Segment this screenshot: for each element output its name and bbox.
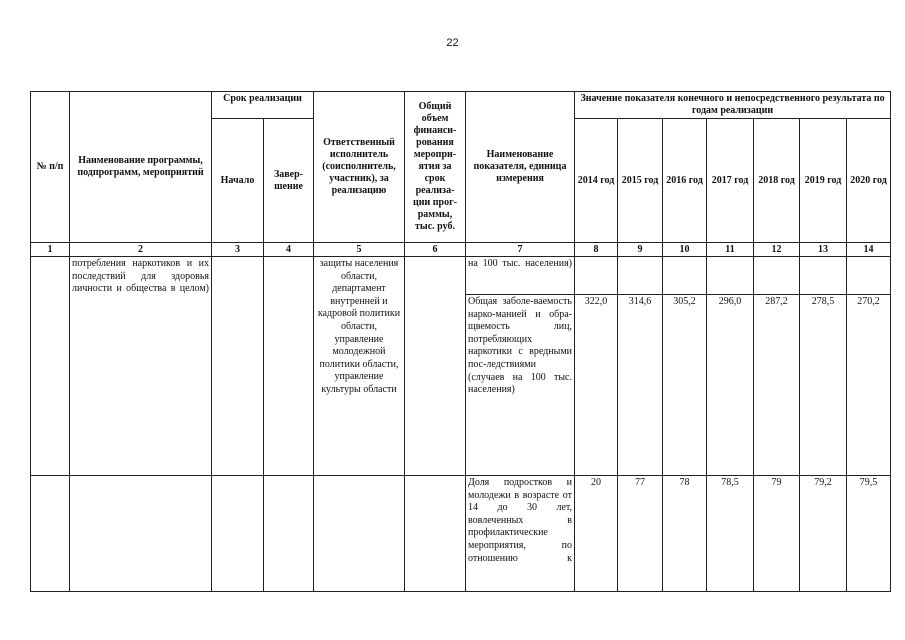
col-num: 3 — [212, 243, 264, 257]
cell-value-2019: 79,2 — [800, 476, 847, 592]
col-num: 4 — [264, 243, 314, 257]
cell-value — [663, 257, 707, 295]
cell-value-2017: 296,0 — [707, 295, 754, 476]
header-num: № п/п — [31, 92, 70, 243]
cell-end — [264, 476, 314, 592]
table-row — [31, 257, 891, 295]
header-start: Начало — [212, 119, 264, 243]
cell-executor: защиты населения области, департамент внутренней и кадровой политики области, управление молодежной политики области, управление культуры области — [314, 257, 405, 476]
header-year-2014: 2014 год — [575, 119, 618, 243]
col-num: 10 — [663, 243, 707, 257]
header-year-2016: 2016 год — [663, 119, 707, 243]
cell-num — [31, 257, 70, 476]
header-indicator: Наименование показателя, единица измерения — [466, 92, 575, 243]
cell-value-2018: 287,2 — [754, 295, 800, 476]
header-executor: Ответственный исполнитель (соисполнитель, участник), за реализацию — [314, 92, 405, 243]
col-num: 6 — [405, 243, 466, 257]
cell-end — [264, 257, 314, 476]
header-values-group: Значение показателя конечного и непосредственного результата по годам реализации — [575, 92, 891, 119]
cell-value — [800, 257, 847, 295]
cell-value-2014: 20 — [575, 476, 618, 592]
cell-indicator-b: Общая заболе-ваемость нарко-манией и обра-щвемость лиц, потребляющих наркотики с вредными пос-ледствиями (случаев на 100 тыс. населения) — [466, 295, 575, 476]
table-row — [31, 476, 891, 592]
page-number: 22 — [446, 37, 459, 49]
header-volume: Общий объем финанси-рования меропри-ятия за срок реализа-ции прог-раммы, тыс. руб. — [405, 92, 466, 243]
cell-value-2016: 78 — [663, 476, 707, 592]
header-year-2015: 2015 год — [618, 119, 663, 243]
col-num: 5 — [314, 243, 405, 257]
col-num: 12 — [754, 243, 800, 257]
cell-value-2014: 322,0 — [575, 295, 618, 476]
cell-value-2015: 77 — [618, 476, 663, 592]
cell-indicator: Доля подростков и молодежи в возрасте от 14 до 30 лет, вовлеченных в профилактические мероприятия, по отношению к — [466, 476, 575, 592]
col-num: 2 — [70, 243, 212, 257]
cell-value-2020: 79,5 — [847, 476, 891, 592]
cell-value — [754, 257, 800, 295]
col-num: 9 — [618, 243, 663, 257]
cell-value-2019: 278,5 — [800, 295, 847, 476]
header-year-2020: 2020 год — [847, 119, 891, 243]
cell-value — [618, 257, 663, 295]
cell-program-name: потребления наркотиков и их последствий для здоровья личности и общества в целом) — [70, 257, 212, 476]
cell-start — [212, 476, 264, 592]
cell-num — [31, 476, 70, 592]
cell-value-2020: 270,2 — [847, 295, 891, 476]
col-num: 13 — [800, 243, 847, 257]
header-term: Срок реализации — [212, 92, 314, 119]
header-year-2017: 2017 год — [707, 119, 754, 243]
header-name: Наименование программы, подпрограмм, мероприятий — [70, 92, 212, 243]
cell-executor — [314, 476, 405, 592]
cell-value — [707, 257, 754, 295]
column-number-row — [31, 243, 891, 257]
cell-value-2018: 79 — [754, 476, 800, 592]
cell-program-name — [70, 476, 212, 592]
cell-volume — [405, 476, 466, 592]
col-num: 14 — [847, 243, 891, 257]
cell-value-2017: 78,5 — [707, 476, 754, 592]
header-year-2018: 2018 год — [754, 119, 800, 243]
cell-indicator-a: на 100 тыс. населения) — [466, 257, 575, 295]
cell-value-2016: 305,2 — [663, 295, 707, 476]
cell-value — [847, 257, 891, 295]
col-num: 1 — [31, 243, 70, 257]
cell-value — [575, 257, 618, 295]
cell-start — [212, 257, 264, 476]
col-num: 7 — [466, 243, 575, 257]
col-num: 11 — [707, 243, 754, 257]
program-table — [30, 91, 891, 592]
header-year-2019: 2019 год — [800, 119, 847, 243]
cell-value-2015: 314,6 — [618, 295, 663, 476]
col-num: 8 — [575, 243, 618, 257]
cell-volume — [405, 257, 466, 476]
header-end: Завер-шение — [264, 119, 314, 243]
